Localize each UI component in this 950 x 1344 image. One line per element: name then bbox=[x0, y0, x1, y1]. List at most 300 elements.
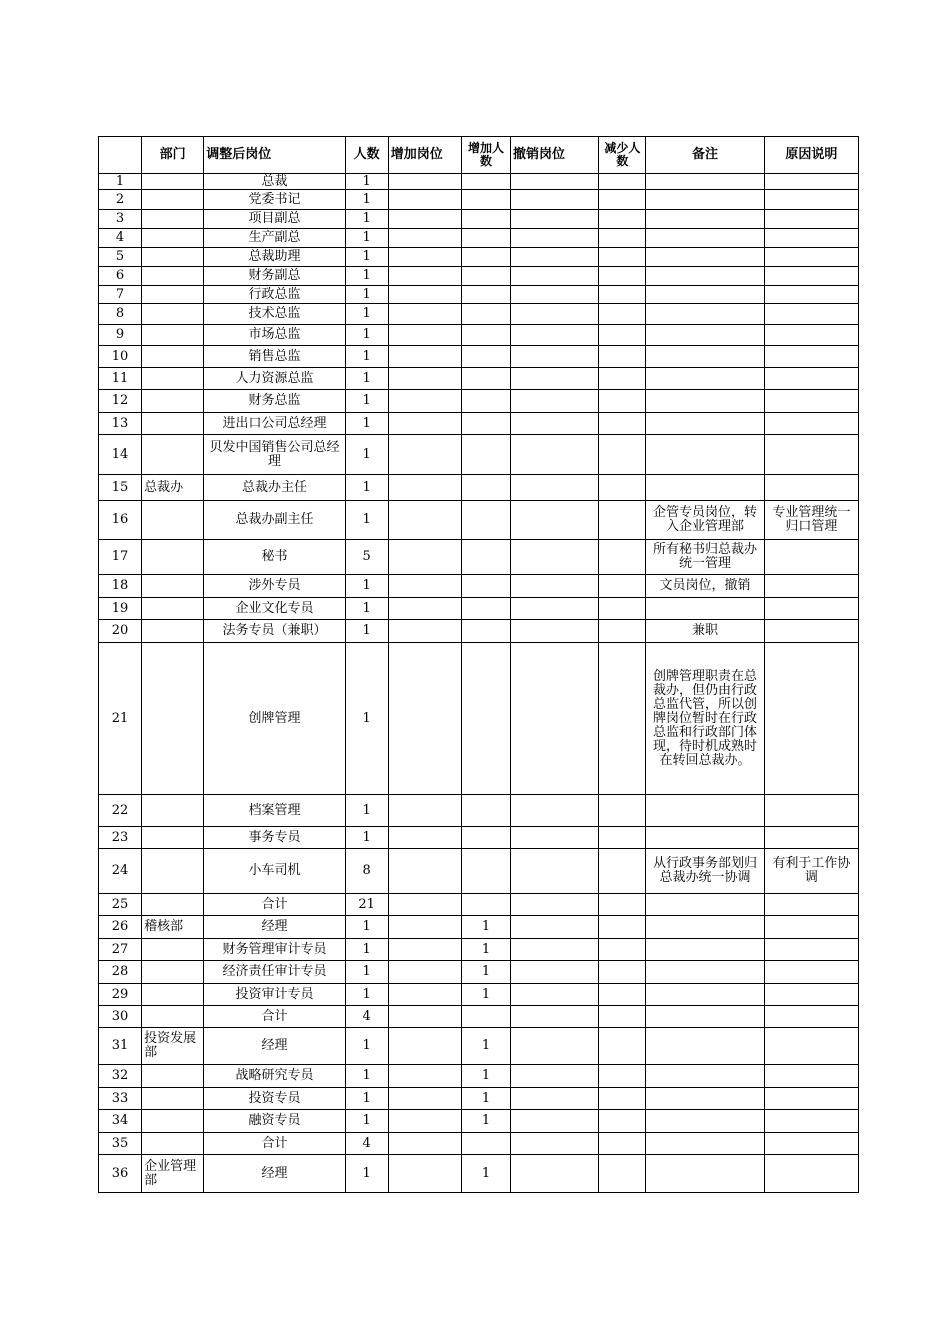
add-count-cell bbox=[461, 413, 510, 435]
add-count-cell: 1 bbox=[461, 939, 510, 961]
table-row bbox=[99, 390, 859, 413]
reduce-count-cell bbox=[599, 1155, 646, 1193]
add-count-cell: 1 bbox=[461, 984, 510, 1006]
table-row bbox=[99, 984, 859, 1006]
cancel-position-cell bbox=[511, 1028, 599, 1065]
add-position-cell bbox=[388, 1028, 461, 1065]
table-row bbox=[99, 368, 859, 390]
add-position-cell bbox=[388, 248, 461, 267]
position-cell: 秘书 bbox=[204, 540, 345, 575]
add-position-cell bbox=[388, 475, 461, 501]
reason-cell bbox=[764, 894, 858, 916]
cancel-position-cell bbox=[511, 1133, 599, 1155]
reduce-count-cell bbox=[599, 413, 646, 435]
remark-cell bbox=[646, 827, 764, 849]
add-count-cell: 1 bbox=[461, 1110, 510, 1133]
table-row bbox=[99, 190, 859, 210]
add-position-cell bbox=[388, 984, 461, 1006]
reason-cell bbox=[764, 1110, 858, 1133]
cancel-position-cell bbox=[511, 598, 599, 620]
dept-cell bbox=[142, 346, 204, 368]
dept-cell bbox=[142, 827, 204, 849]
reason-cell bbox=[764, 368, 858, 390]
table-row bbox=[99, 174, 859, 190]
position-cell: 经理 bbox=[204, 1028, 345, 1065]
count-cell: 1 bbox=[345, 390, 388, 413]
row-number: 20 bbox=[99, 620, 142, 643]
dept-cell bbox=[142, 210, 204, 229]
reduce-count-cell bbox=[599, 827, 646, 849]
cancel-position-cell bbox=[511, 961, 599, 984]
reduce-count-cell bbox=[599, 894, 646, 916]
table-row bbox=[99, 939, 859, 961]
row-number: 36 bbox=[99, 1155, 142, 1193]
count-cell: 4 bbox=[345, 1006, 388, 1028]
count-cell: 1 bbox=[345, 961, 388, 984]
row-number: 26 bbox=[99, 916, 142, 939]
dept-cell bbox=[142, 1133, 204, 1155]
remark-cell bbox=[646, 916, 764, 939]
position-cell: 融资专员 bbox=[204, 1110, 345, 1133]
dept-cell: 投资发展部 bbox=[142, 1028, 204, 1065]
position-cell: 总裁 bbox=[204, 174, 345, 190]
count-cell: 1 bbox=[345, 795, 388, 827]
position-cell: 事务专员 bbox=[204, 827, 345, 849]
position-cell: 企业文化专员 bbox=[204, 598, 345, 620]
dept-cell bbox=[142, 643, 204, 795]
reason-cell bbox=[764, 286, 858, 304]
reduce-count-cell bbox=[599, 961, 646, 984]
cancel-position-cell bbox=[511, 325, 599, 346]
position-cell: 经理 bbox=[204, 1155, 345, 1193]
dept-cell bbox=[142, 435, 204, 475]
reduce-count-cell bbox=[599, 984, 646, 1006]
row-number: 19 bbox=[99, 598, 142, 620]
reduce-count-cell bbox=[599, 598, 646, 620]
remark-cell bbox=[646, 325, 764, 346]
reduce-count-cell bbox=[599, 1006, 646, 1028]
remark-cell bbox=[646, 1065, 764, 1088]
remark-cell bbox=[646, 598, 764, 620]
reduce-count-cell bbox=[599, 849, 646, 894]
row-number: 22 bbox=[99, 795, 142, 827]
add-count-cell bbox=[461, 435, 510, 475]
count-cell: 1 bbox=[345, 413, 388, 435]
position-cell: 销售总监 bbox=[204, 346, 345, 368]
cancel-position-cell bbox=[511, 575, 599, 598]
cancel-position-cell bbox=[511, 1065, 599, 1088]
row-number: 16 bbox=[99, 501, 142, 540]
position-cell: 战略研究专员 bbox=[204, 1065, 345, 1088]
add-position-cell bbox=[388, 435, 461, 475]
reason-cell bbox=[764, 304, 858, 325]
header-reduce-count: 减少人数 bbox=[599, 137, 646, 174]
add-position-cell bbox=[388, 575, 461, 598]
header-dept: 部门 bbox=[142, 137, 204, 174]
count-cell: 1 bbox=[345, 435, 388, 475]
count-cell: 1 bbox=[345, 325, 388, 346]
count-cell: 1 bbox=[345, 346, 388, 368]
row-number: 18 bbox=[99, 575, 142, 598]
count-cell: 1 bbox=[345, 1088, 388, 1110]
dept-cell bbox=[142, 304, 204, 325]
table-row bbox=[99, 229, 859, 248]
dept-cell bbox=[142, 795, 204, 827]
header-count: 人数 bbox=[345, 137, 388, 174]
reduce-count-cell bbox=[599, 540, 646, 575]
count-cell: 1 bbox=[345, 575, 388, 598]
reason-cell bbox=[764, 210, 858, 229]
remark-cell: 企管专员岗位，转入企业管理部 bbox=[646, 501, 764, 540]
cancel-position-cell bbox=[511, 229, 599, 248]
row-number: 7 bbox=[99, 286, 142, 304]
remark-cell bbox=[646, 894, 764, 916]
cancel-position-cell bbox=[511, 501, 599, 540]
add-position-cell bbox=[388, 540, 461, 575]
row-number: 4 bbox=[99, 229, 142, 248]
dept-cell bbox=[142, 620, 204, 643]
add-position-cell bbox=[388, 346, 461, 368]
dept-cell bbox=[142, 598, 204, 620]
header-reason: 原因说明 bbox=[764, 137, 858, 174]
reduce-count-cell bbox=[599, 1133, 646, 1155]
row-number: 10 bbox=[99, 346, 142, 368]
dept-cell bbox=[142, 849, 204, 894]
dept-cell bbox=[142, 540, 204, 575]
position-cell: 党委书记 bbox=[204, 190, 345, 210]
position-adjustment-table bbox=[98, 136, 859, 1193]
position-cell: 小车司机 bbox=[204, 849, 345, 894]
reduce-count-cell bbox=[599, 1028, 646, 1065]
reduce-count-cell bbox=[599, 390, 646, 413]
header-position: 调整后岗位 bbox=[204, 137, 345, 174]
position-cell: 经理 bbox=[204, 916, 345, 939]
position-cell: 贝发中国销售公司总经理 bbox=[204, 435, 345, 475]
reduce-count-cell bbox=[599, 501, 646, 540]
row-number: 34 bbox=[99, 1110, 142, 1133]
table-row bbox=[99, 849, 859, 894]
cancel-position-cell bbox=[511, 475, 599, 501]
table-row bbox=[99, 643, 859, 795]
reduce-count-cell bbox=[599, 286, 646, 304]
add-count-cell bbox=[461, 598, 510, 620]
remark-cell bbox=[646, 1110, 764, 1133]
add-count-cell bbox=[461, 795, 510, 827]
remark-cell bbox=[646, 229, 764, 248]
count-cell: 1 bbox=[345, 1065, 388, 1088]
table-row bbox=[99, 413, 859, 435]
remark-cell bbox=[646, 368, 764, 390]
table-row bbox=[99, 620, 859, 643]
cancel-position-cell bbox=[511, 894, 599, 916]
table-row bbox=[99, 248, 859, 267]
reason-cell bbox=[764, 939, 858, 961]
position-cell: 进出口公司总经理 bbox=[204, 413, 345, 435]
header-row bbox=[99, 137, 859, 174]
position-cell: 财务管理审计专员 bbox=[204, 939, 345, 961]
table-row bbox=[99, 827, 859, 849]
reduce-count-cell bbox=[599, 368, 646, 390]
reason-cell bbox=[764, 643, 858, 795]
add-position-cell bbox=[388, 267, 461, 286]
cancel-position-cell bbox=[511, 620, 599, 643]
count-cell: 1 bbox=[345, 286, 388, 304]
add-count-cell bbox=[461, 540, 510, 575]
cancel-position-cell bbox=[511, 795, 599, 827]
count-cell: 1 bbox=[345, 248, 388, 267]
position-cell: 投资审计专员 bbox=[204, 984, 345, 1006]
reason-cell bbox=[764, 1065, 858, 1088]
count-cell: 1 bbox=[345, 368, 388, 390]
add-position-cell bbox=[388, 501, 461, 540]
add-position-cell bbox=[388, 413, 461, 435]
reason-cell bbox=[764, 620, 858, 643]
remark-cell bbox=[646, 1028, 764, 1065]
reduce-count-cell bbox=[599, 304, 646, 325]
reduce-count-cell bbox=[599, 325, 646, 346]
count-cell: 1 bbox=[345, 190, 388, 210]
add-count-cell bbox=[461, 849, 510, 894]
table-row bbox=[99, 598, 859, 620]
row-number: 17 bbox=[99, 540, 142, 575]
add-position-cell bbox=[388, 229, 461, 248]
count-cell: 1 bbox=[345, 174, 388, 190]
add-count-cell: 1 bbox=[461, 1028, 510, 1065]
reduce-count-cell bbox=[599, 916, 646, 939]
reason-cell bbox=[764, 984, 858, 1006]
remark-cell: 所有秘书归总裁办统一管理 bbox=[646, 540, 764, 575]
add-position-cell bbox=[388, 286, 461, 304]
add-count-cell bbox=[461, 210, 510, 229]
remark-cell bbox=[646, 795, 764, 827]
remark-cell bbox=[646, 413, 764, 435]
remark-cell bbox=[646, 190, 764, 210]
row-number: 29 bbox=[99, 984, 142, 1006]
reason-cell bbox=[764, 916, 858, 939]
dept-cell bbox=[142, 413, 204, 435]
table-row bbox=[99, 1065, 859, 1088]
add-position-cell bbox=[388, 368, 461, 390]
remark-cell bbox=[646, 984, 764, 1006]
reason-cell: 有利于工作协调 bbox=[764, 849, 858, 894]
reason-cell bbox=[764, 190, 858, 210]
table-row bbox=[99, 1133, 859, 1155]
count-cell: 8 bbox=[345, 849, 388, 894]
cancel-position-cell bbox=[511, 435, 599, 475]
count-cell: 1 bbox=[345, 229, 388, 248]
dept-cell bbox=[142, 267, 204, 286]
table-row bbox=[99, 1006, 859, 1028]
position-cell: 涉外专员 bbox=[204, 575, 345, 598]
count-cell: 5 bbox=[345, 540, 388, 575]
reduce-count-cell bbox=[599, 1110, 646, 1133]
table-row bbox=[99, 501, 859, 540]
add-count-cell: 1 bbox=[461, 916, 510, 939]
reason-cell bbox=[764, 575, 858, 598]
reduce-count-cell bbox=[599, 1088, 646, 1110]
count-cell: 1 bbox=[345, 984, 388, 1006]
dept-cell bbox=[142, 894, 204, 916]
position-cell: 总裁助理 bbox=[204, 248, 345, 267]
table-row bbox=[99, 346, 859, 368]
add-count-cell bbox=[461, 1006, 510, 1028]
cancel-position-cell bbox=[511, 643, 599, 795]
add-position-cell bbox=[388, 304, 461, 325]
reason-cell bbox=[764, 346, 858, 368]
position-cell: 项目副总 bbox=[204, 210, 345, 229]
reason-cell bbox=[764, 413, 858, 435]
count-cell: 1 bbox=[345, 916, 388, 939]
remark-cell bbox=[646, 475, 764, 501]
dept-cell bbox=[142, 1110, 204, 1133]
row-number: 27 bbox=[99, 939, 142, 961]
row-number: 32 bbox=[99, 1065, 142, 1088]
position-cell: 档案管理 bbox=[204, 795, 345, 827]
row-number: 21 bbox=[99, 643, 142, 795]
add-position-cell bbox=[388, 961, 461, 984]
dept-cell bbox=[142, 961, 204, 984]
row-number: 25 bbox=[99, 894, 142, 916]
add-count-cell bbox=[461, 248, 510, 267]
count-cell: 4 bbox=[345, 1133, 388, 1155]
dept-cell bbox=[142, 575, 204, 598]
add-count-cell bbox=[461, 1133, 510, 1155]
add-count-cell: 1 bbox=[461, 961, 510, 984]
table-row bbox=[99, 1028, 859, 1065]
reduce-count-cell bbox=[599, 248, 646, 267]
row-number: 3 bbox=[99, 210, 142, 229]
reduce-count-cell bbox=[599, 575, 646, 598]
count-cell: 21 bbox=[345, 894, 388, 916]
count-cell: 1 bbox=[345, 643, 388, 795]
add-count-cell bbox=[461, 827, 510, 849]
dept-cell bbox=[142, 1006, 204, 1028]
table-row bbox=[99, 916, 859, 939]
add-count-cell bbox=[461, 346, 510, 368]
dept-cell: 稽核部 bbox=[142, 916, 204, 939]
remark-cell: 从行政事务部划归总裁办统一协调 bbox=[646, 849, 764, 894]
add-position-cell bbox=[388, 916, 461, 939]
position-cell: 法务专员（兼职） bbox=[204, 620, 345, 643]
add-count-cell: 1 bbox=[461, 1065, 510, 1088]
row-number: 30 bbox=[99, 1006, 142, 1028]
dept-cell bbox=[142, 368, 204, 390]
add-position-cell bbox=[388, 190, 461, 210]
cancel-position-cell bbox=[511, 174, 599, 190]
table-row bbox=[99, 267, 859, 286]
position-cell: 市场总监 bbox=[204, 325, 345, 346]
add-position-cell bbox=[388, 174, 461, 190]
dept-cell bbox=[142, 390, 204, 413]
cancel-position-cell bbox=[511, 413, 599, 435]
reason-cell bbox=[764, 174, 858, 190]
row-number: 24 bbox=[99, 849, 142, 894]
remark-cell bbox=[646, 939, 764, 961]
table-row bbox=[99, 304, 859, 325]
cancel-position-cell bbox=[511, 248, 599, 267]
reason-cell bbox=[764, 961, 858, 984]
add-position-cell bbox=[388, 1155, 461, 1193]
row-number: 2 bbox=[99, 190, 142, 210]
row-number: 13 bbox=[99, 413, 142, 435]
table-row bbox=[99, 575, 859, 598]
reduce-count-cell bbox=[599, 174, 646, 190]
position-cell: 创牌管理 bbox=[204, 643, 345, 795]
position-cell: 合计 bbox=[204, 1133, 345, 1155]
position-cell: 合计 bbox=[204, 894, 345, 916]
row-number: 33 bbox=[99, 1088, 142, 1110]
header-add-count: 增加人数 bbox=[461, 137, 510, 174]
table-row bbox=[99, 795, 859, 827]
table-row bbox=[99, 325, 859, 346]
add-count-cell bbox=[461, 229, 510, 248]
cancel-position-cell bbox=[511, 939, 599, 961]
table-row bbox=[99, 286, 859, 304]
row-number: 35 bbox=[99, 1133, 142, 1155]
cancel-position-cell bbox=[511, 210, 599, 229]
reduce-count-cell bbox=[599, 795, 646, 827]
add-count-cell bbox=[461, 325, 510, 346]
reason-cell bbox=[764, 1133, 858, 1155]
add-count-cell bbox=[461, 267, 510, 286]
count-cell: 1 bbox=[345, 267, 388, 286]
cancel-position-cell bbox=[511, 849, 599, 894]
reduce-count-cell bbox=[599, 229, 646, 248]
header-cancel-position: 撤销岗位 bbox=[511, 137, 599, 174]
add-position-cell bbox=[388, 598, 461, 620]
remark-cell bbox=[646, 1088, 764, 1110]
cancel-position-cell bbox=[511, 916, 599, 939]
reason-cell bbox=[764, 325, 858, 346]
reason-cell bbox=[764, 475, 858, 501]
add-count-cell: 1 bbox=[461, 1088, 510, 1110]
cancel-position-cell bbox=[511, 540, 599, 575]
remark-cell bbox=[646, 390, 764, 413]
position-cell: 财务总监 bbox=[204, 390, 345, 413]
row-number: 11 bbox=[99, 368, 142, 390]
header-no bbox=[99, 137, 142, 174]
add-count-cell bbox=[461, 575, 510, 598]
cancel-position-cell bbox=[511, 267, 599, 286]
count-cell: 1 bbox=[345, 501, 388, 540]
cancel-position-cell bbox=[511, 390, 599, 413]
dept-cell bbox=[142, 501, 204, 540]
count-cell: 1 bbox=[345, 210, 388, 229]
position-cell: 行政总监 bbox=[204, 286, 345, 304]
row-number: 12 bbox=[99, 390, 142, 413]
cancel-position-cell bbox=[511, 368, 599, 390]
remark-cell bbox=[646, 1155, 764, 1193]
dept-cell bbox=[142, 984, 204, 1006]
count-cell: 1 bbox=[345, 598, 388, 620]
position-cell: 经济责任审计专员 bbox=[204, 961, 345, 984]
reduce-count-cell bbox=[599, 267, 646, 286]
position-cell: 总裁办主任 bbox=[204, 475, 345, 501]
position-cell: 合计 bbox=[204, 1006, 345, 1028]
add-position-cell bbox=[388, 620, 461, 643]
position-cell: 总裁办副主任 bbox=[204, 501, 345, 540]
reason-cell bbox=[764, 248, 858, 267]
add-position-cell bbox=[388, 325, 461, 346]
position-cell: 人力资源总监 bbox=[204, 368, 345, 390]
reason-cell bbox=[764, 390, 858, 413]
reduce-count-cell bbox=[599, 210, 646, 229]
remark-cell: 创牌管理职责在总裁办，但仍由行政总监代管，所以创牌岗位暂时在行政总监和行政部门体现，待时机成熟时在转回总裁办。 bbox=[646, 643, 764, 795]
reason-cell bbox=[764, 795, 858, 827]
add-count-cell: 1 bbox=[461, 1155, 510, 1193]
reduce-count-cell bbox=[599, 435, 646, 475]
add-position-cell bbox=[388, 827, 461, 849]
